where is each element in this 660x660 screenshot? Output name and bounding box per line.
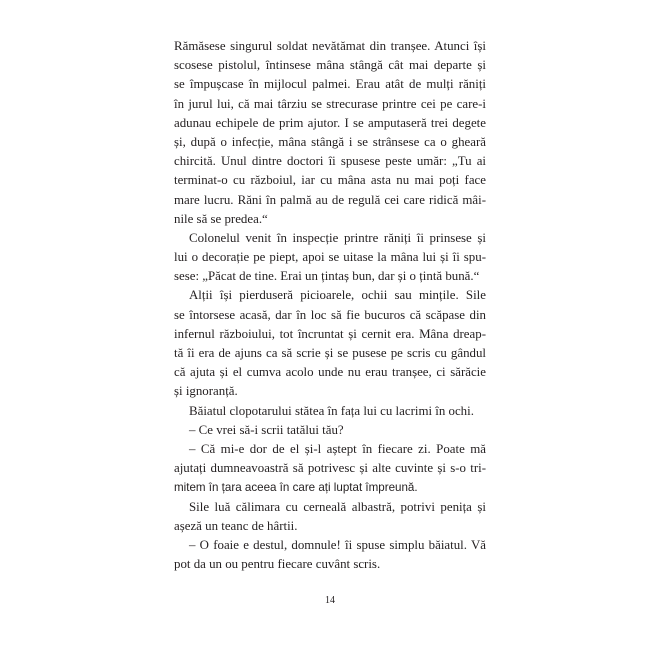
text-line: așeză un teanc de hârtii. [174, 518, 298, 533]
text-line: – Că mi-e dor de el și-l aștept în fiecare zi. Poate mă [189, 441, 486, 456]
text-line: se întorsese acasă, dar în loc să fie bucuros că scăpase din [174, 307, 486, 322]
paragraph [174, 37, 486, 229]
text-line: se împușcase în mijlocul palmei. Erau atât de mulți răniți [174, 77, 486, 92]
body-text [174, 37, 486, 574]
text-line: că ajuta și el cumva acolo unde nu erau tranșee, ci sărăcie [174, 365, 486, 380]
page-number: 14 [325, 595, 335, 606]
text-line: adunau echipele de prim ajutor. I se amputaseră trei degete [174, 115, 486, 130]
text-line: nile să se predea.“ [174, 211, 268, 226]
text-line: – O foaie e destul, domnule! îi spuse simplu băiatul. Vă [189, 537, 486, 552]
text-line: și ignoranță. [174, 384, 238, 399]
text-line: Băiatul clopotarului stătea în fața lui cu lacrimi în ochi. [189, 403, 474, 418]
dialogue-paragraph [174, 421, 486, 440]
text-line: scosese pistolul, întinsese mâna stângă cât mai departe și [174, 58, 486, 73]
text-line: – Ce vrei să-i scrii tatălui tău? [189, 422, 344, 437]
text-line: mare lucru. Răni în palmă au de regulă cei care ridică mâi- [174, 192, 486, 207]
paragraph [174, 402, 486, 421]
text-line: Sile luă călimara cu cerneală albastră, potrivi penița și [189, 499, 486, 514]
text-line: Rămăsese singurul soldat nevătămat din tranșee. Atunci își [174, 39, 486, 53]
paragraph [174, 498, 486, 536]
dialogue-paragraph [174, 440, 486, 498]
text-line: tă îi era de ajuns ca să scrie și se pusese pe scris cu gândul [174, 346, 486, 360]
text-line: infernul războiului, tot încruntat și cernit era. Mâna dreap- [174, 326, 486, 341]
paragraph [174, 286, 486, 401]
text-line: Colonelul venit în inspecție printre răniți îi prinsese și [189, 230, 486, 245]
text-line: mitem în țara aceea în care ați luptat împreună. [174, 481, 418, 495]
text-line: sese: „Păcat de tine. Erai un țintaș bun, dar și o țintă bună.“ [174, 269, 480, 284]
text-line: lui o decorație pe piept, apoi se uitase la mâna lui și îi spu- [174, 250, 486, 265]
text-line: Alții își pierduseră picioarele, ochii sau mințile. Sile [189, 288, 486, 303]
text-line: în jurul lui, că mai târziu se strecurase printre cei pe care-i [174, 96, 486, 111]
paragraph [174, 229, 486, 287]
text-line: ajutați dumneavoastră să potrivesc și alte cuvinte și s-o tri- [174, 461, 486, 476]
text-line: chircită. Unul dintre doctori îi spusese peste umăr: „Tu ai [174, 154, 486, 169]
text-line: și, după o infecție, mâna stângă i se strânsese ca o gheară [174, 134, 486, 149]
dialogue-paragraph [174, 536, 486, 574]
text-line: pot da un ou pentru fiecare cuvânt scris. [174, 557, 381, 572]
text-line: terminat-o cu războiul, iar cu mâna asta nu mai poți face [174, 173, 486, 188]
